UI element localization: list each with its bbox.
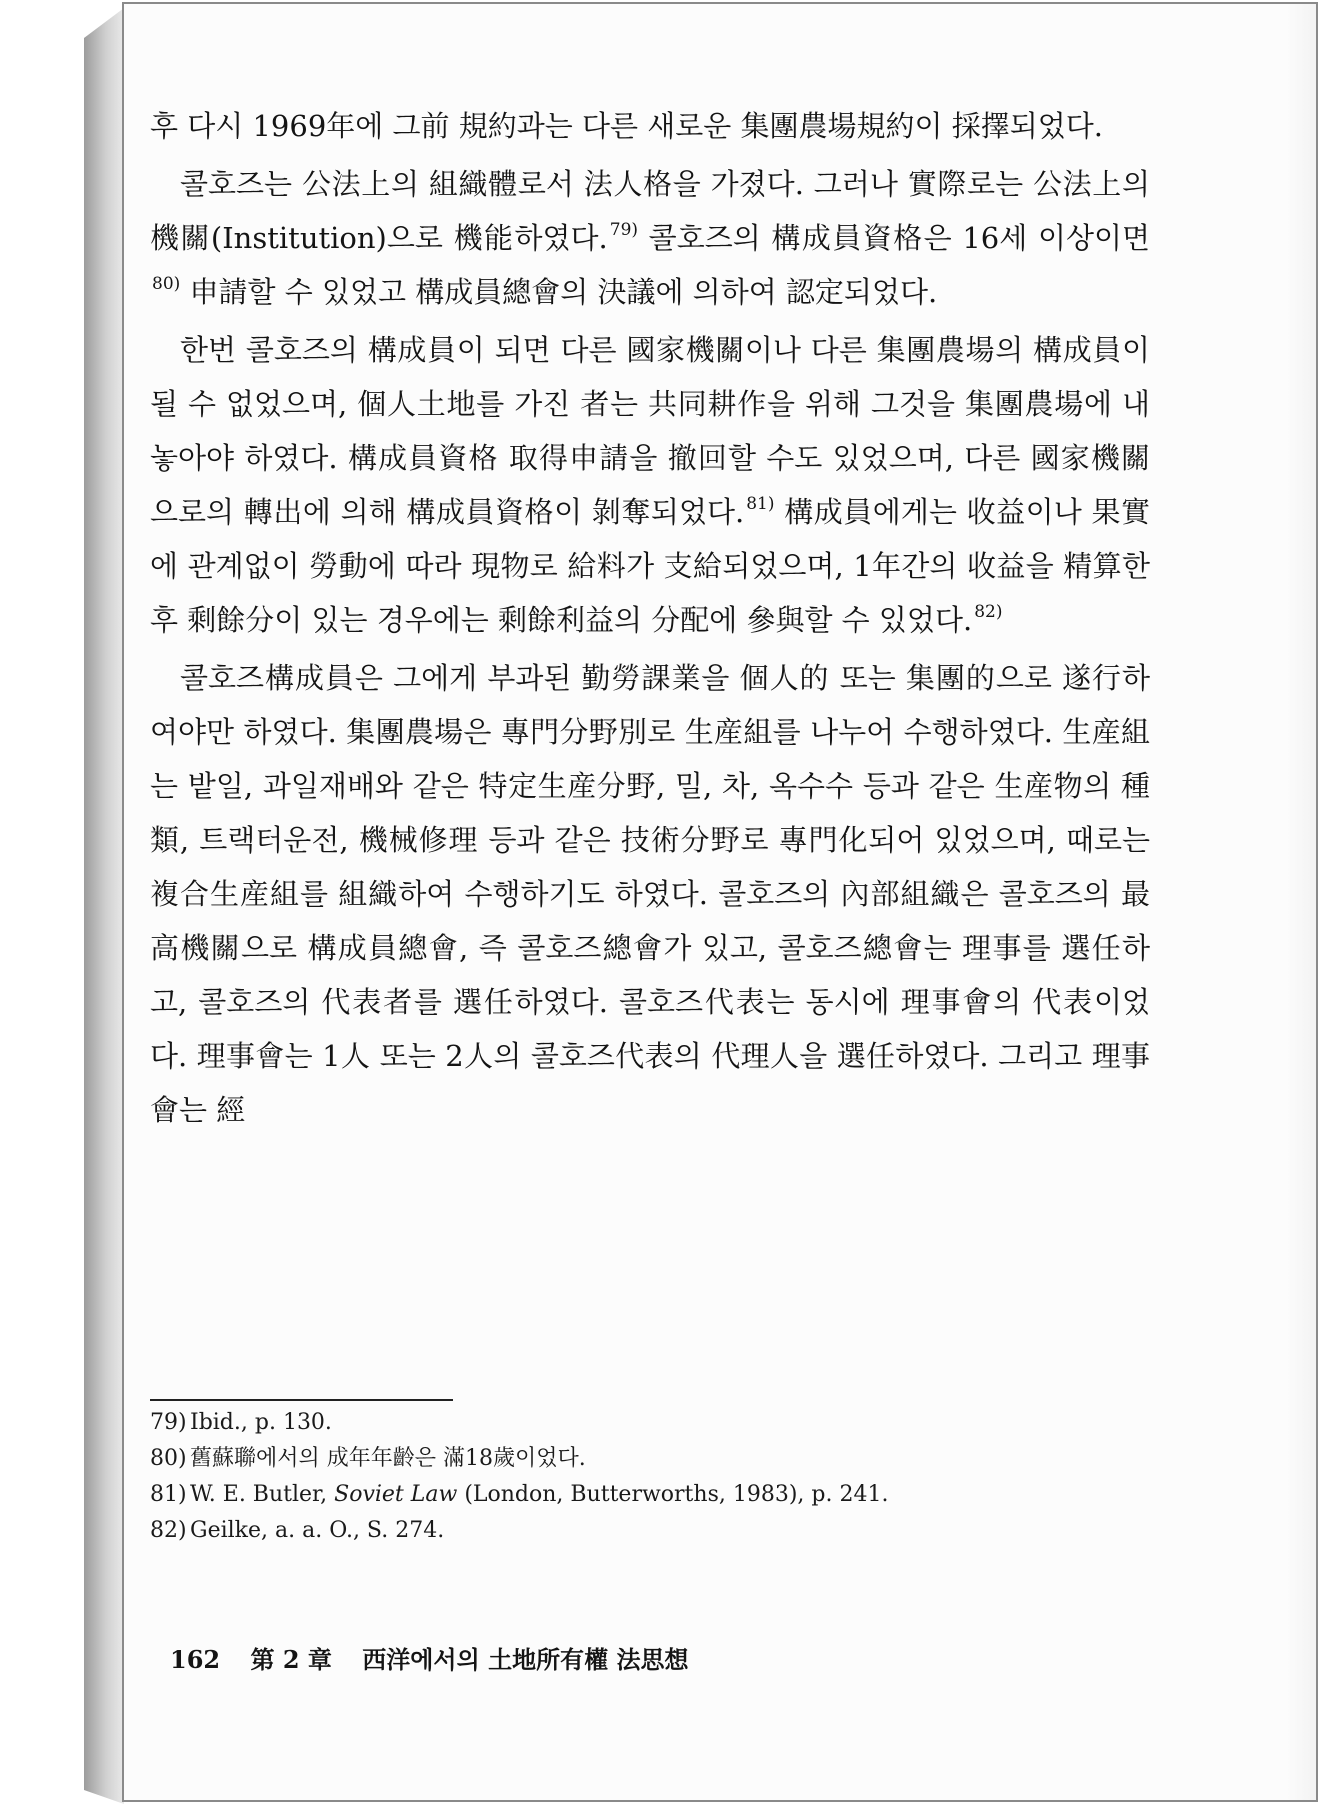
paragraph-text: 후 다시 1969年에 그前 規約과는 다른 새로운 集團農場規約이 採擇되었다. bbox=[150, 109, 1103, 143]
chapter-title: 西洋에서의 土地所有權 法思想 bbox=[362, 1645, 689, 1674]
footnote-ref-81: 81) bbox=[746, 494, 775, 514]
paragraph-text: 콜호즈는 公法上의 組織體로서 法人格을 가졌다. 그러나 實際로는 公法上의 機關(Institution)으로 機能하였다. bbox=[150, 167, 1150, 255]
footnote-79 bbox=[150, 1405, 1050, 1441]
footnote-text: 舊蘇聯에서의 成年年齡은 滿18歲이었다. bbox=[190, 1446, 586, 1471]
paragraph-text: 申請할 수 있었고 構成員總會의 決議에 의하여 認定되었다. bbox=[180, 275, 938, 309]
paragraph-text: 콜호즈의 構成員資格은 16세 이상이면 bbox=[638, 221, 1150, 255]
footnote-separator bbox=[150, 1399, 453, 1401]
running-footer bbox=[170, 1640, 689, 1675]
book-page-edge bbox=[84, 8, 124, 1804]
page-number: 162 bbox=[170, 1645, 221, 1674]
footnote-text: Ibid., p. 130. bbox=[190, 1410, 332, 1435]
footnote-ref-80: 80) bbox=[152, 274, 181, 294]
footnote-number: 79) bbox=[150, 1410, 187, 1435]
footnote-text: (London, Butterworths, 1983), p. 241. bbox=[457, 1482, 889, 1507]
footnote-text: Geilke, a. a. O., S. 274. bbox=[190, 1518, 445, 1543]
paragraph-1 bbox=[150, 99, 1150, 153]
paragraph-4 bbox=[150, 651, 1150, 1137]
footnote-82 bbox=[150, 1513, 1050, 1549]
paragraph-2 bbox=[150, 157, 1150, 319]
page-shading bbox=[1286, 4, 1316, 1800]
paragraph-text: 한번 콜호즈의 構成員이 되면 다른 國家機關이나 다른 集團農場의 構成員이 될 수 없었으며, 個人土地를 가진 者는 共同耕作을 위해 그것을 集團農場에 내놓아야 하였다. 構成員資格 取得申請을 撤回할 수도 있었으며, 다른 國家機關으로의 轉出에 의해 構成員資格이 剝奪되었다. bbox=[150, 333, 1150, 529]
chapter-label: 第 2 章 bbox=[250, 1645, 332, 1674]
footnote-80 bbox=[150, 1441, 1050, 1477]
paragraph-3 bbox=[150, 323, 1150, 647]
footnote-book-title: Soviet Law bbox=[334, 1482, 458, 1507]
paragraph-text: 콜호즈構成員은 그에게 부과된 勤勞課業을 個人的 또는 集團的으로 遂行하여야만 하였다. 集團農場은 專門分野別로 生産組를 나누어 수행하였다. 生産組는 밭일, 과일재배와 같은 特定生産分野, 밀, 차, 옥수수 등과 같은 生産物의 種類, 트랙터운전, 機械修理 등과 같은 技術分野로 專門化되어 있었으며, 때로는 複合生産組를 組織하여 수행하기도 하였다. 콜호즈의 內部組織은 콜호즈의 最高機關으로 構成員總會, 즉 콜호즈總會가 있고, 콜호즈總會는 理事를 選任하고, 콜호즈의 代表者를 選任하였다. 콜호즈代表는 동시에 理事會의 代表이었다. 理事會는 1人 또는 2人의 콜호즈代表의 代理人을 選任하였다. 그리고 理事會는 經 bbox=[150, 661, 1150, 1127]
footnote-number: 81) bbox=[150, 1482, 187, 1507]
paragraph-text: 構成員에게는 收益이나 果實에 관계없이 勞動에 따라 現物로 給料가 支給되었으며, 1年간의 收益을 精算한 후 剩餘分이 있는 경우에는 剩餘利益의 分配에 參與할 수 있었다. bbox=[150, 495, 1150, 637]
footnote-number: 80) bbox=[150, 1446, 187, 1471]
footnotes bbox=[150, 1405, 1050, 1549]
footnote-ref-79: 79) bbox=[609, 220, 639, 240]
footnote-81 bbox=[150, 1477, 1050, 1513]
footnote-ref-82: 82) bbox=[974, 602, 1003, 622]
footnote-text: W. E. Butler, bbox=[190, 1482, 335, 1507]
body-text bbox=[150, 99, 1150, 1137]
footnote-number: 82) bbox=[150, 1518, 187, 1543]
